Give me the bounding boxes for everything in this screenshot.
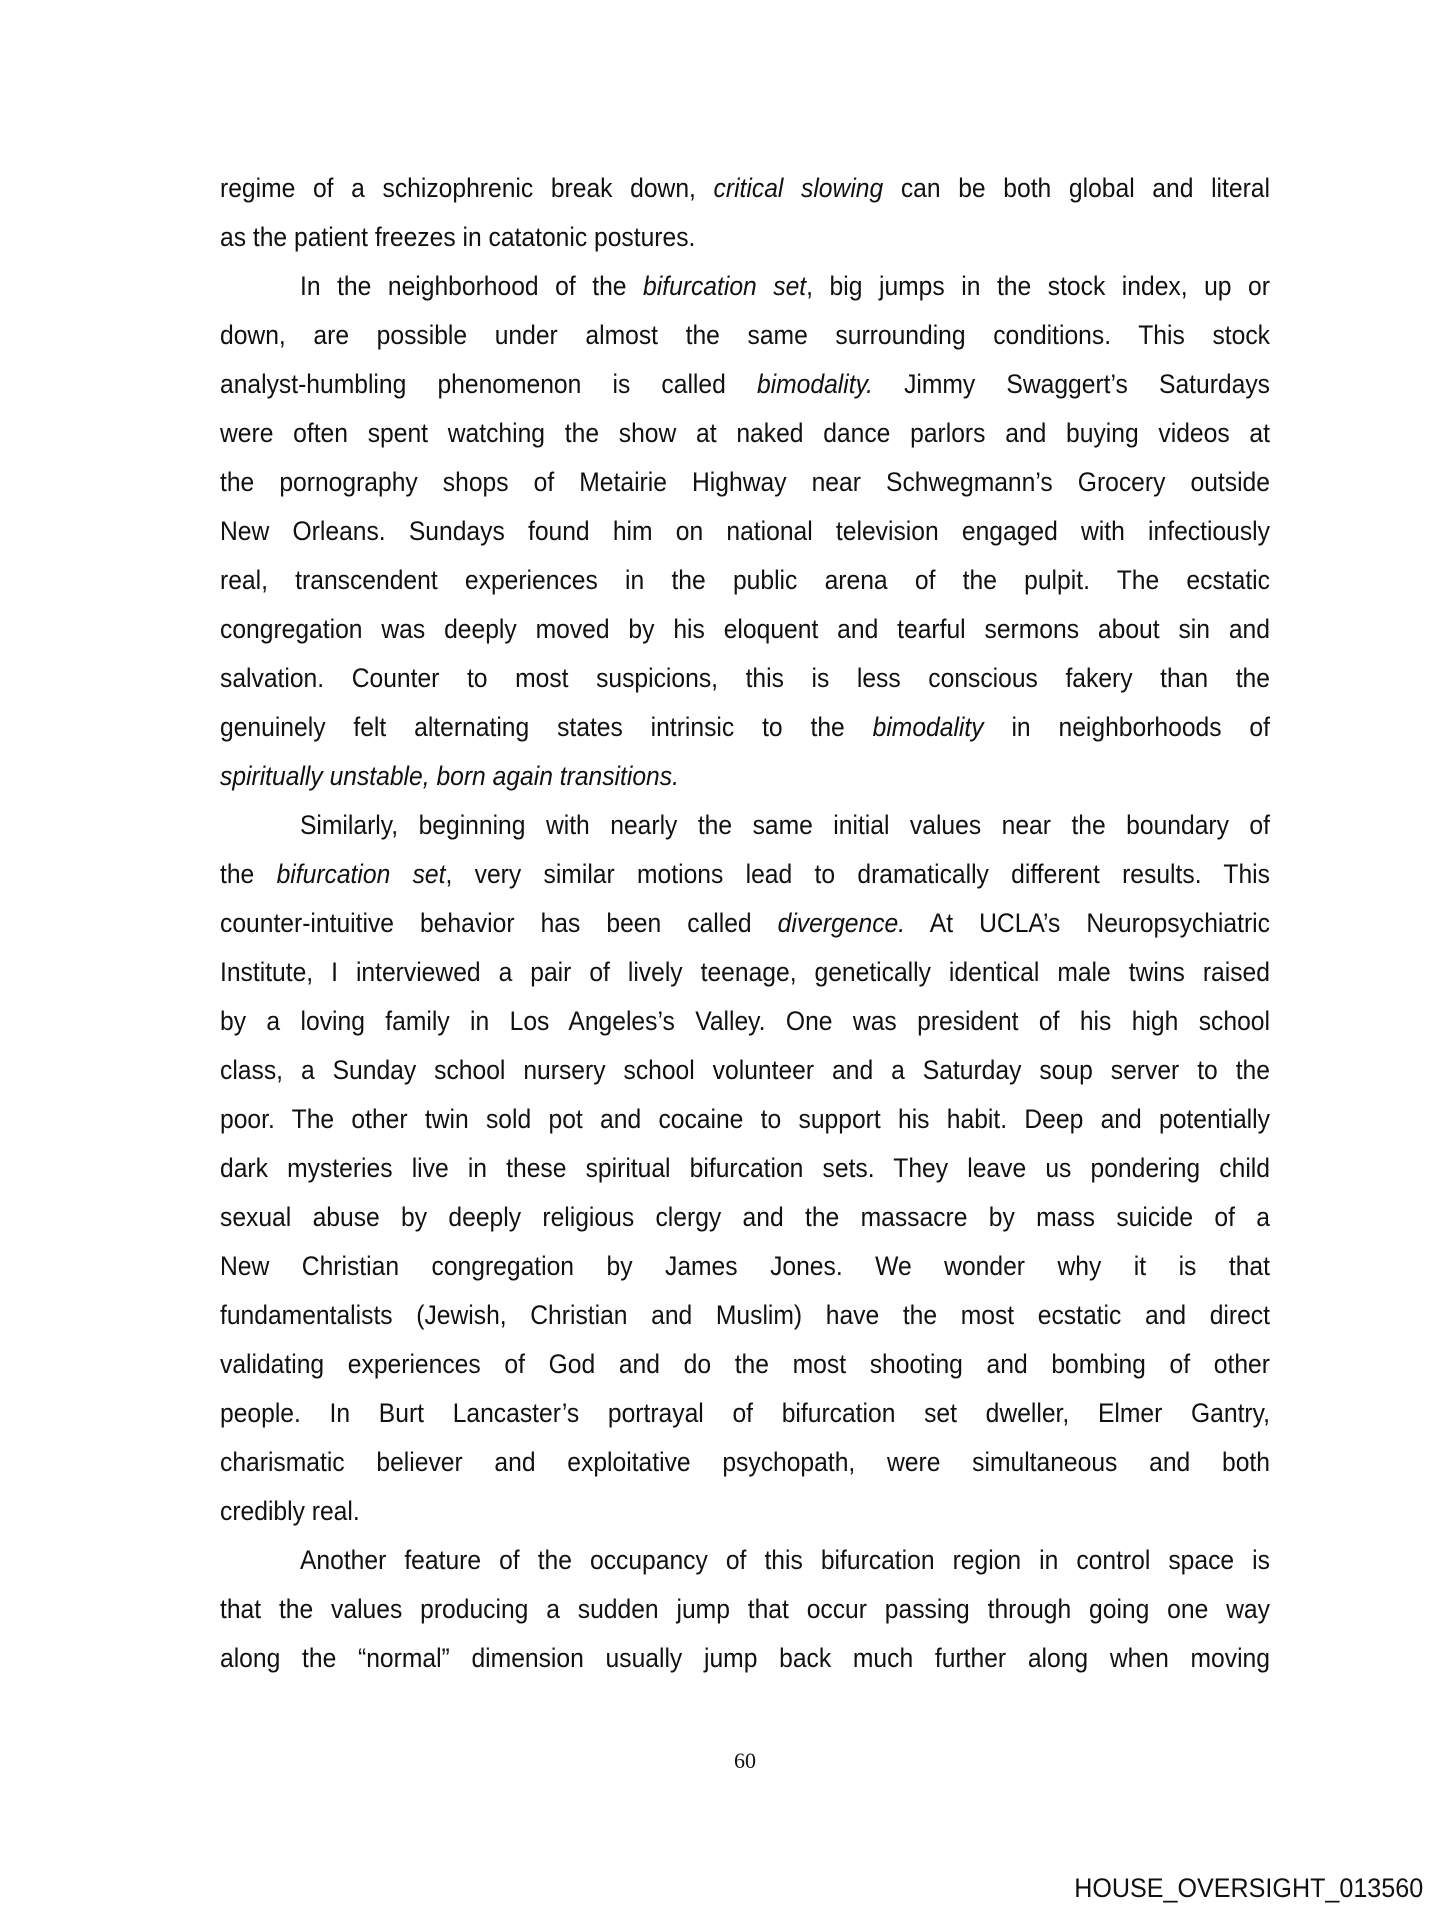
text-run: as the patient freezes in catatonic postures. xyxy=(220,222,696,252)
text-run: the xyxy=(220,859,277,889)
text-run: by a loving family in Los Angeles’s Valley. One was president of his high school xyxy=(220,1006,1270,1036)
text-line xyxy=(220,801,1270,850)
italic-term: divergence. xyxy=(777,908,906,938)
text-run: dark mysteries live in these spiritual bifurcation sets. They leave us pondering child xyxy=(220,1153,1270,1183)
text-run: Similarly, beginning with nearly the same initial values near the boundary of xyxy=(299,810,1270,840)
text-run: the pornography shops of Metairie Highway near Schwegmann’s Grocery outside xyxy=(220,467,1270,497)
text-run: sexual abuse by deeply religious clergy and the massacre by mass suicide of a xyxy=(220,1202,1270,1232)
italic-term: bifurcation set xyxy=(643,271,807,301)
italic-term: spiritually unstable, born again transitions. xyxy=(220,761,679,791)
page-number: 60 xyxy=(734,1748,756,1773)
text-line xyxy=(220,1095,1270,1144)
italic-term: bifurcation set xyxy=(276,859,446,889)
text-line xyxy=(220,262,1270,311)
text-line xyxy=(220,556,1270,605)
text-run: credibly real. xyxy=(220,1496,360,1526)
text-line xyxy=(220,1291,1270,1340)
text-line xyxy=(220,1340,1270,1389)
text-run: down, are possible under almost the same surrounding conditions. This stock xyxy=(220,320,1270,350)
text-run: Jimmy Swaggert’s Saturdays xyxy=(872,369,1270,399)
text-line xyxy=(220,1536,1270,1585)
text-run: can be both global and literal xyxy=(883,173,1270,203)
text-run: charismatic believer and exploitative psychopath, were simultaneous and both xyxy=(220,1447,1270,1477)
text-line xyxy=(220,1389,1270,1438)
text-line xyxy=(220,1634,1270,1683)
text-run: counter-intuitive behavior has been called xyxy=(220,908,778,938)
text-run: congregation was deeply moved by his eloquent and tearful sermons about sin and xyxy=(220,614,1270,644)
text-line xyxy=(220,654,1270,703)
text-line xyxy=(220,409,1270,458)
italic-term: bimodality xyxy=(872,712,984,742)
text-line xyxy=(220,1046,1270,1095)
text-line xyxy=(220,507,1270,556)
text-run: analyst-humbling phenomenon is called xyxy=(220,369,757,399)
bates-number: HOUSE_OVERSIGHT_013560 xyxy=(1074,1873,1423,1903)
paragraph xyxy=(220,801,1270,1536)
text-run: In the neighborhood of the xyxy=(299,271,644,301)
text-run: class, a Sunday school nursery school volunteer and a Saturday soup server to the xyxy=(220,1055,1270,1085)
text-line xyxy=(220,1585,1270,1634)
text-line xyxy=(220,605,1270,654)
text-line xyxy=(220,360,1270,409)
text-line xyxy=(220,899,1270,948)
text-line xyxy=(220,458,1270,507)
text-run: that the values producing a sudden jump that occur passing through going one way xyxy=(220,1594,1270,1624)
text-line xyxy=(220,311,1270,360)
text-run: validating experiences of God and do the most shooting and bombing of other xyxy=(220,1349,1270,1379)
text-run: fundamentalists (Jewish, Christian and Muslim) have the most ecstatic and direct xyxy=(220,1300,1270,1330)
text-line xyxy=(220,1193,1270,1242)
text-line xyxy=(220,850,1270,899)
text-run: in neighborhoods of xyxy=(983,712,1270,742)
text-run: salvation. Counter to most suspicions, this is less conscious fakery than the xyxy=(220,663,1270,693)
text-line xyxy=(220,164,1270,213)
italic-term: critical slowing xyxy=(713,173,884,203)
text-line xyxy=(220,752,1270,801)
text-run: , very similar motions lead to dramatically different results. This xyxy=(445,859,1270,889)
paragraph xyxy=(220,164,1270,262)
text-run: Another feature of the occupancy of this bifurcation region in control space is xyxy=(299,1545,1270,1575)
text-run: genuinely felt alternating states intrinsic to the xyxy=(220,712,873,742)
text-run: along the “normal” dimension usually jump back much further along when moving xyxy=(220,1643,1270,1673)
text-run: New Orleans. Sundays found him on national television engaged with infectiously xyxy=(220,516,1270,546)
text-run: Institute, I interviewed a pair of lively teenage, genetically identical male twins raised xyxy=(220,957,1270,987)
text-run: New Christian congregation by James Jones. We wonder why it is that xyxy=(220,1251,1270,1281)
text-run: regime of a schizophrenic break down, xyxy=(220,173,714,203)
body-text xyxy=(220,164,1270,1683)
text-line xyxy=(220,1144,1270,1193)
text-run: were often spent watching the show at naked dance parlors and buying videos at xyxy=(220,418,1270,448)
paragraph xyxy=(220,1536,1270,1683)
text-run: real, transcendent experiences in the public arena of the pulpit. The ecstatic xyxy=(220,565,1270,595)
text-line xyxy=(220,1438,1270,1487)
text-run: people. In Burt Lancaster’s portrayal of bifurcation set dweller, Elmer Gantry, xyxy=(220,1398,1270,1428)
paragraph xyxy=(220,262,1270,801)
text-line xyxy=(220,1487,1270,1536)
text-run: poor. The other twin sold pot and cocaine to support his habit. Deep and potentially xyxy=(220,1104,1270,1134)
italic-term: bimodality. xyxy=(756,369,873,399)
text-line xyxy=(220,997,1270,1046)
text-line xyxy=(220,703,1270,752)
text-run: At UCLA’s Neuropsychiatric xyxy=(905,908,1270,938)
text-line xyxy=(220,948,1270,997)
text-line xyxy=(220,1242,1270,1291)
text-run: , big jumps in the stock index, up or xyxy=(806,271,1270,301)
text-line xyxy=(220,213,1270,262)
